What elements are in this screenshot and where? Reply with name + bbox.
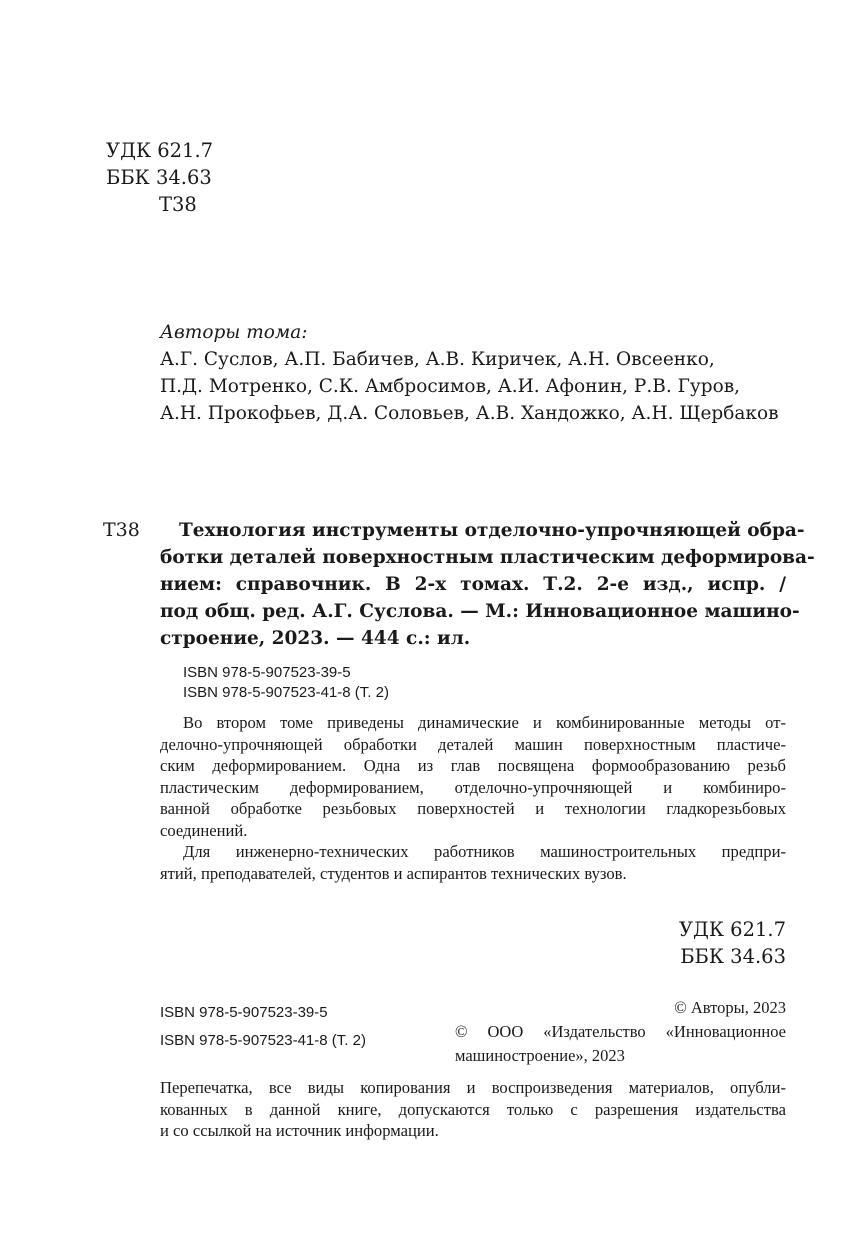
classification-codes-bottom	[679, 916, 786, 970]
reprint-notice	[160, 1077, 786, 1142]
bibliographic-mark: Т38	[103, 519, 140, 541]
audience-line: ятий, преподавателей, студентов и аспирантов технических вузов.	[160, 863, 627, 883]
isbn-line: ISBN 978-5-907523-41-8 (Т. 2)	[160, 1032, 366, 1049]
title-line: строение, 2023. — 444 с.: ил.	[160, 628, 471, 649]
authors-label: Авторы тома:	[160, 322, 308, 343]
book-title-record	[160, 517, 815, 652]
abstract-line: пластическим деформированием, отделочно-упрочняющей и комбиниро-	[160, 777, 786, 797]
title-line: нием: справочник. В 2-х томах. Т.2. 2-е изд., испр. /	[160, 574, 786, 595]
title-line: ботки деталей поверхностным пластическим деформирова-	[160, 547, 815, 568]
notice-line: и со ссылкой на источник информации.	[160, 1121, 439, 1140]
abstract-line: делочно-упрочняющей обработки деталей машин поверхностным пластиче-	[160, 734, 786, 754]
abstract-line: ванной обработке резьбовых поверхностей и технологии гладкорезьбовых	[160, 799, 786, 818]
udk-code: УДК 621.7	[678, 918, 786, 941]
bbk-code: ББК 34.63	[680, 945, 786, 968]
notice-line: Перепечатка, все виды копирования и воспроизведения материалов, опубли-	[160, 1078, 786, 1097]
bbk-code: ББК 34.63	[106, 166, 212, 189]
classification-codes-top	[106, 137, 213, 218]
authors-line: А.Н. Прокофьев, Д.А. Соловьев, А.В. Хандожко, А.Н. Щербаков	[160, 403, 779, 424]
copyright-authors: © Авторы, 2023	[674, 998, 786, 1017]
title-line: Технология инструменты отделочно-упрочняющей обра-	[179, 520, 805, 541]
copyright-publisher-line: © ООО «Издательство «Инновационное	[455, 1022, 786, 1041]
abstract	[160, 712, 786, 884]
isbn-block	[183, 663, 389, 703]
udk-code: УДК 621.7	[106, 139, 214, 162]
isbn-line: ISBN 978-5-907523-41-8 (Т. 2)	[183, 684, 389, 701]
abstract-line: Во втором томе приведены динамические и комбинированные методы от-	[183, 713, 786, 732]
title-line: под общ. ред. А.Г. Суслова. — М.: Инновационное машино-	[160, 601, 800, 622]
authors-block	[160, 319, 779, 427]
copyright-block	[455, 996, 786, 1068]
abstract-line: ским деформированием. Одна из глав посвящена формообразованию резьб	[160, 756, 786, 775]
abstract-line: соединений.	[160, 820, 248, 840]
notice-line: кованных в данной книге, допускаются только с разрешения издательства	[160, 1099, 786, 1119]
author-mark: Т38	[159, 193, 197, 216]
isbn-line: ISBN 978-5-907523-39-5	[160, 1004, 328, 1021]
authors-line: А.Г. Суслов, А.П. Бабичев, А.В. Киричек, А.Н. Овсеенко,	[160, 349, 715, 370]
authors-line: П.Д. Мотренко, С.К. Амбросимов, А.И. Афонин, Р.В. Гуров,	[160, 376, 741, 397]
footer-isbn-block	[160, 999, 366, 1055]
copyright-publisher-line: машиностроение», 2023	[455, 1046, 625, 1065]
isbn-line: ISBN 978-5-907523-39-5	[183, 664, 351, 681]
audience-line: Для инженерно-технических работников машиностроительных предпри-	[183, 842, 786, 861]
